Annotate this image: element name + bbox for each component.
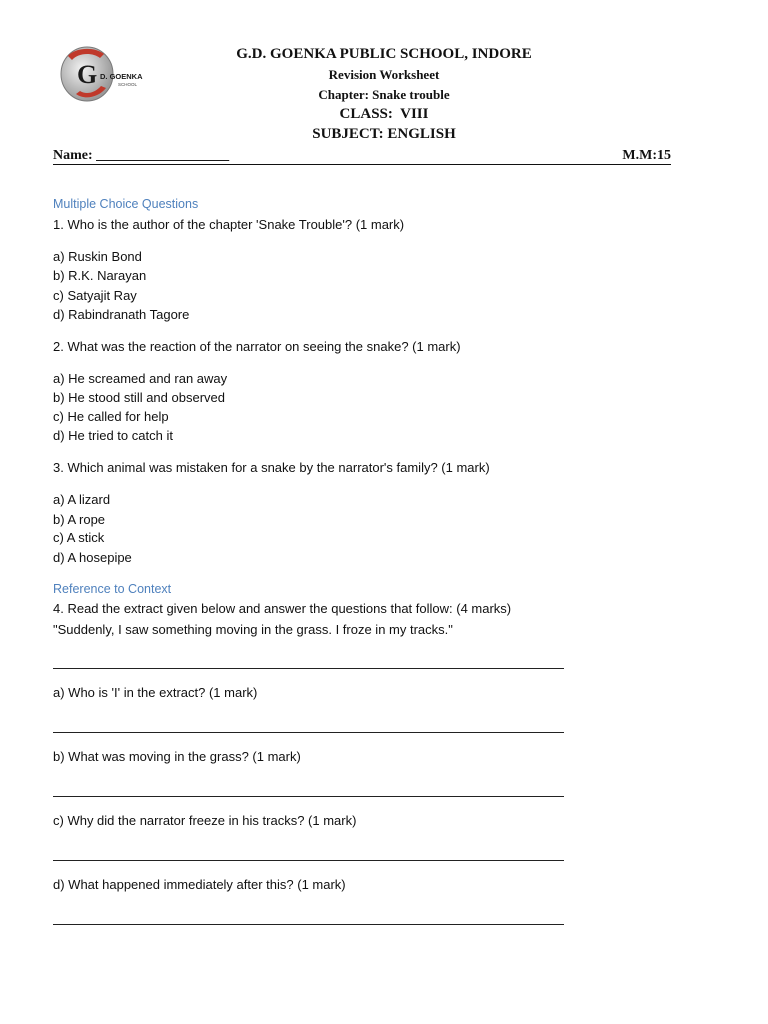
mcq-heading: Multiple Choice Questions [53,197,199,211]
q3-option-c: c) A stick [53,530,105,545]
q3-option-b: b) A rope [53,512,106,527]
q1-option-d: d) Rabindranath Tagore [53,307,190,322]
name-row [53,146,671,165]
class-label: CLASS: VIII [339,106,429,122]
rtc-heading: Reference to Context [53,582,172,596]
sub-question-a: a) Who is 'I' in the extract? (1 mark) [53,685,258,700]
sub-question-b: b) What was moving in the grass? (1 mark) [53,749,301,764]
question-4: 4. Read the extract given below and answer the questions that follow: (4 marks) [53,601,512,616]
school-name: G.D. GOENKA PUBLIC SCHOOL, INDORE [236,46,532,62]
chapter-title: Chapter: Snake trouble [318,87,450,102]
q3-option-a: a) A lizard [53,492,111,507]
q2-option-a: a) He screamed and ran away [53,371,228,386]
logo-text: D. GOENKA [100,72,143,81]
sub-question-c: c) Why did the narrator freeze in his tracks? (1 mark) [53,813,357,828]
question-3: 3. Which animal was mistaken for a snake by the narrator's family? (1 mark) [53,460,490,475]
answer-line[interactable] [53,924,564,925]
q2-option-c: c) He called for help [53,409,169,424]
svg-text:G: G [77,60,98,89]
answer-line[interactable] [53,860,564,861]
answer-line[interactable] [53,796,564,797]
answer-line[interactable] [53,668,564,669]
name-label: Name: ___________________ [53,148,230,163]
q2-option-d: d) He tried to catch it [53,428,173,443]
q3-option-d: d) A hosepipe [53,550,132,565]
subject-label: SUBJECT: ENGLISH [312,126,456,142]
q1-option-a: a) Ruskin Bond [53,249,142,264]
question-1: 1. Who is the author of the chapter 'Snake Trouble'? (1 mark) [53,217,405,232]
sub-question-d: d) What happened immediately after this? (1 mark) [53,877,346,892]
max-marks: M.M:15 [622,148,671,163]
question-2: 2. What was the reaction of the narrator on seeing the snake? (1 mark) [53,339,461,354]
q1-option-c: c) Satyajit Ray [53,288,137,303]
q1-option-b: b) R.K. Narayan [53,268,147,283]
extract-text: "Suddenly, I saw something moving in the grass. I froze in my tracks." [53,622,453,637]
answer-line[interactable] [53,732,564,733]
worksheet-title: Revision Worksheet [328,67,440,82]
logo-subtext: SCHOOL [118,82,138,87]
q2-option-b: b) He stood still and observed [53,390,225,405]
